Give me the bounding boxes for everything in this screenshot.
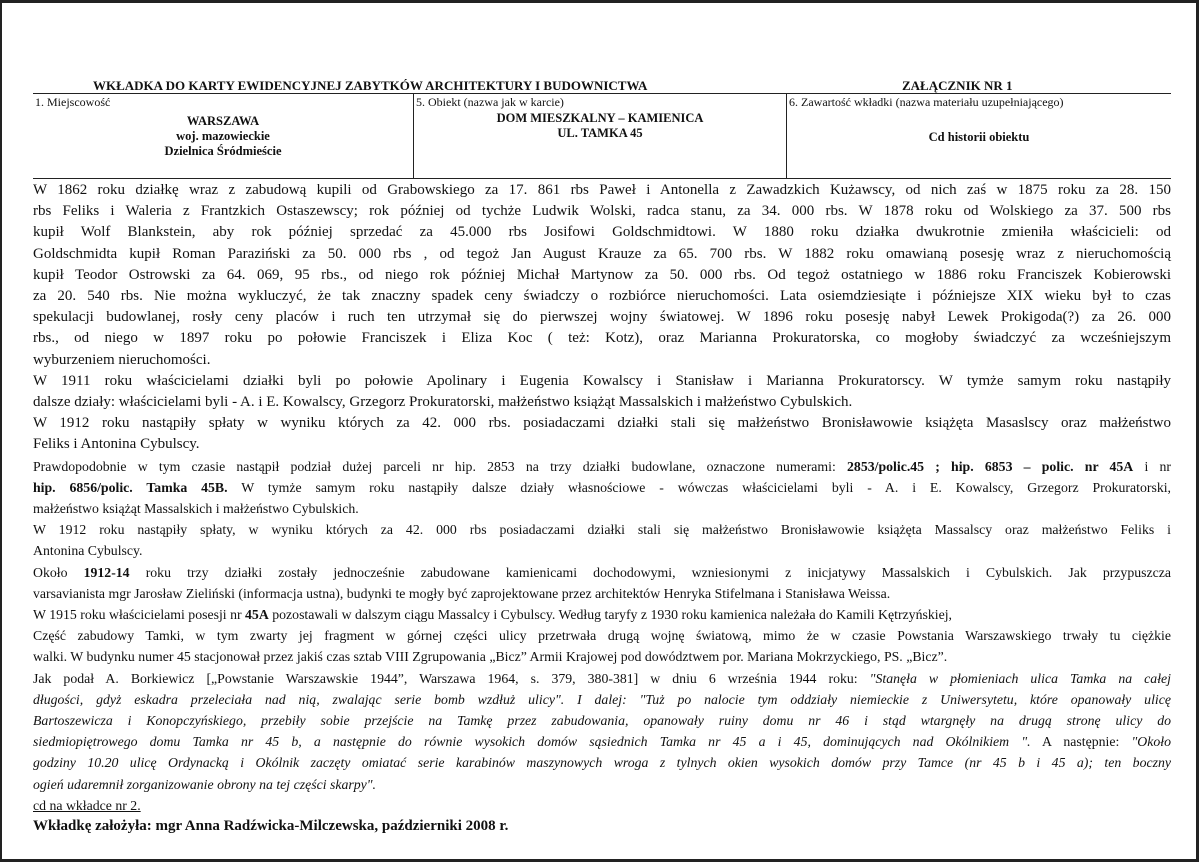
text-line xyxy=(33,668,1171,689)
text-line xyxy=(33,307,1171,328)
paragraph xyxy=(33,795,1171,816)
annex-number: ZAŁĄCZNIK NR 1 xyxy=(902,78,1013,93)
text-line xyxy=(33,562,1171,583)
text-line xyxy=(33,201,1171,222)
paragraph xyxy=(33,371,1171,413)
text-line xyxy=(33,583,1171,604)
locality-label: 1. Miejscowość xyxy=(35,95,111,109)
text-run: dalsze działy: właścicielami byli - A. i E. Kowalscy, Grzegorz Prokuratorski, małżeństwo książąt Massalskich i małżeństwo Cybulskich. xyxy=(33,394,853,411)
text-line xyxy=(33,477,1171,498)
paragraph xyxy=(33,413,1171,455)
text-run: rbs., od niego w 1897 roku po połowie Franciszek i Eliza Koc ( też: Kotz), oraz Marianna Prokuratorska, co mogłoby świadczyć za wcześniejszym xyxy=(33,330,1171,347)
text-line xyxy=(33,540,1171,561)
content-value: Cd historii obiektu xyxy=(928,130,1030,144)
paragraph xyxy=(33,562,1171,604)
text-line xyxy=(33,689,1171,710)
text-line xyxy=(33,774,1171,795)
quotation-text: godziny 10.20 ulicę Ordynacką i Okólnik zaczęty omiatać serie karabinów maszynowych wroga z tylnych okien wysokich domów przy Tamce (nr 45 b i 45 a); ten boczny xyxy=(33,755,1171,771)
text-run: roku trzy działki zostały jednocześnie zabudowane kamienicami dochodowymi, wzniesionymi z inicjatywy Massalskich i Cybulskich. Jak przypuszcza xyxy=(129,564,1171,580)
text-line xyxy=(33,286,1171,307)
text-run: W 1862 roku działkę wraz z zabudową kupili od Grabowskiego za 17. 861 rbs Paweł i Antonella z Zawadzkich Kużawscy, od nich zaś w 1875 roku za 28. 150 xyxy=(33,182,1171,198)
text-run: za 20. 540 rbs. Nie można wykluczyć, że tak znaczny spadek ceny świadczy o rozbiórce nieruchomości. Lata osiemdziesiąte i późniejsze XIX wieku był to czas xyxy=(33,288,1171,305)
text-line xyxy=(33,731,1171,752)
text-run: Goldschmidta kupił Roman Paraziński za 50. 000 rbs , od tegoż Jan August Krauze za 65. 700 rbs. W 1882 roku omawianą posesję wraz z nieruchomością xyxy=(33,245,1171,262)
paragraph xyxy=(33,180,1171,371)
object-label: 5. Obiekt (nazwa jak w karcie) xyxy=(416,95,564,109)
text-line xyxy=(33,265,1171,286)
text-run: W 1912 roku nastąpiły spłaty, w wyniku których za 42. 000 rbs posiadaczami działki stali się małżeństwo Bronisławowie książęta Massalscy oraz małżeństwo Feliks i xyxy=(33,522,1171,538)
paragraph xyxy=(33,625,1171,667)
paragraph xyxy=(33,519,1171,561)
quotation-text: długości, gdyż eskadra przeleciała nad nią, zwalając serie bomb wzdłuż ulicy". I dalej: "Tuż po nalocie tym oddziały niemieckie z Uniwersytetu, które opanowały ulicę xyxy=(33,691,1171,707)
text-line xyxy=(33,350,1171,371)
text-run: Część zabudowy Tamki, w tym zwarty jej fragment w górnej części ulicy przetrwała drugą wojnę światową, mimo że w czasie Powstania Warszawskiego trwały tu ciężkie xyxy=(33,628,1171,644)
text-run: W 1915 roku właścicielami posesji nr xyxy=(33,607,246,623)
text-line xyxy=(33,244,1171,265)
voivodeship: woj. mazowieckie xyxy=(176,129,270,143)
text-run: W tymże samym roku nastąpiły dalsze działy własnościowe - wówczas właścicielami byli - A. i E. Kowalscy, Grzegorz Prokuratorski, xyxy=(227,479,1172,495)
text-line xyxy=(33,752,1171,773)
text-run: W 1912 roku nastąpiły spłaty w wyniku których za 42. 000 rbs. posiadaczami działki stali się małżeństwo Bronisławowie książęta Masaslscy oraz małżeństwo xyxy=(33,415,1171,432)
text-line xyxy=(33,625,1171,646)
text-line xyxy=(33,434,1171,455)
object-address: UL. TAMKA 45 xyxy=(557,126,643,140)
content-cell xyxy=(786,94,1171,178)
emphasized-text: hip. 6856/polic. Tamka 45B. xyxy=(33,479,228,495)
emphasized-text: 1912-14 xyxy=(83,564,130,580)
text-line xyxy=(33,604,1171,625)
emphasized-text: 2853/polic.45 ; hip. 6853 – polic. nr 45A xyxy=(847,458,1134,474)
locality-cell xyxy=(33,94,413,178)
quotation-text: Bartoszewicza i Konopczyńskiego, przebiły sobie przejście na Tamkę przez zabudowania, opanowały ruiny domu nr 46 i stąd wtargnęły na drugą stronę ulicy do xyxy=(33,713,1171,729)
text-run: A następnie: xyxy=(1030,734,1132,750)
text-line xyxy=(33,392,1171,413)
text-run: kupił Wolf Blankstein, aby rok później sprzedać za 45.000 rbs Josifowi Goldschmidtowi. W 1880 roku działka dwukrotnie zmieniła właścicieli: od xyxy=(33,224,1171,241)
text-line xyxy=(33,180,1171,201)
content-label: 6. Zawartość wkładki (nazwa materiału uzupełniającego) xyxy=(789,95,1064,109)
text-line xyxy=(33,795,1171,816)
text-line xyxy=(33,371,1171,392)
text-line xyxy=(33,519,1171,540)
quotation-text: ogień udaremnił zorganizowanie obrony na tej części skarpy". xyxy=(33,776,377,792)
text-run: walki. W budynku numer 45 stacjonował przez jakiś czas sztab VIII Zgrupowania „Bicz” Armii Krajowej pod dowództwem por. Mariana Mokrzyckiego, PS. „Bicz”. xyxy=(33,649,948,665)
text-run: varsavianista mgr Jarosław Zieliński (informacja ustna), budynki te mogły być zaprojektowane przez architektów Henryka Stifelmana i Stanisława Weissa. xyxy=(33,585,891,601)
text-run: wyburzeniem nieruchomości. xyxy=(33,351,211,368)
text-run: i nr xyxy=(1133,458,1171,474)
continuation-note: cd na wkładce nr 2. xyxy=(33,797,141,813)
text-run: Prawdopodobnie w tym czasie nastąpił podział dużej parceli nr hip. 2853 na trzy działki budowlane, oznaczone numerami: xyxy=(33,458,848,474)
text-line xyxy=(33,646,1171,667)
text-run: rbs Feliks i Waleria z Frantzkich Ostaszewscy; rok później od tychże Ludwik Wolski, radca stanu, za 34. 000 rbs. W 1878 roku od Wolskiego za 37. 500 rbs xyxy=(33,203,1171,220)
paragraph xyxy=(33,456,1171,520)
document-title: WKŁADKA DO KARTY EWIDENCYJNEJ ZABYTKÓW ARCHITEKTURY I BUDOWNICTWA xyxy=(93,78,648,93)
text-line xyxy=(33,456,1171,477)
header-table xyxy=(33,94,1171,179)
city: WARSZAWA xyxy=(186,114,260,128)
text-line xyxy=(33,816,1171,837)
quotation-text: "Około xyxy=(1131,734,1171,750)
text-line xyxy=(33,222,1171,243)
text-run: małżeństwo książąt Massalskich i małżeństwo Cybulskich. xyxy=(33,501,359,517)
object-type: DOM MIESZKALNY – KAMIENICA xyxy=(496,111,704,125)
quotation-text: "Stanęła w płomieniach ulica Tamka na całej xyxy=(869,670,1171,686)
text-run: kupił Teodor Ostrowski za 64. 069, 95 rbs., od niego rok później Michał Martynow za 50. 000 rbs. Od tegoż ostatniego w 1886 roku Franciszek Kobierowski xyxy=(33,266,1171,283)
text-run: W 1911 roku właścicielami działki byli po połowie Apolinary i Eugenia Kowalscy i Stanisław i Marianna Prokuratorscy. W tymże samym roku nastąpiły xyxy=(33,372,1171,389)
paragraph xyxy=(33,604,1171,625)
emphasized-text: Wkładkę założyła: mgr Anna Radźwicka-Milczewska, październiki 2008 r. xyxy=(33,818,509,835)
text-line xyxy=(33,710,1171,731)
emphasized-text: 45A xyxy=(245,607,269,623)
text-run: spekulacji budowlanej, rosły ceny placów i ruch ten utrzymał się do pierwszej wojny światowej. W 1896 roku posesję nabył Lewek Prokigoda(?) za 26. 000 xyxy=(33,309,1171,326)
text-run: Antonina Cybulscy. xyxy=(33,543,143,559)
object-cell xyxy=(413,94,786,178)
paragraph xyxy=(33,668,1171,795)
history-text xyxy=(33,180,1171,837)
paragraph xyxy=(33,816,1171,837)
text-run: Około xyxy=(33,564,84,580)
text-run: pozostawali w dalszym ciągu Massalcy i Cybulscy. Według taryfy z 1930 roku kamienica należała do Kamili Kętrzyńskiej, xyxy=(268,607,952,623)
text-run: Feliks i Antonina Cybulscy. xyxy=(33,436,200,453)
text-line xyxy=(33,328,1171,349)
quotation-text: siedmiopiętrowego domu Tamka nr 45 b, a następnie do równie wysokich domów sąsiednich Tamka nr 45 a i 45, dominujących nad Okólnikiem ". xyxy=(33,734,1031,750)
text-line xyxy=(33,498,1171,519)
text-line xyxy=(33,413,1171,434)
district: Dzielnica Śródmieście xyxy=(164,144,282,158)
text-run: Jak podał A. Borkiewicz [„Powstanie Warszawskie 1944”, Warszawa 1964, s. 379, 380-381] w dniu 6 września 1944 roku: xyxy=(33,670,870,686)
